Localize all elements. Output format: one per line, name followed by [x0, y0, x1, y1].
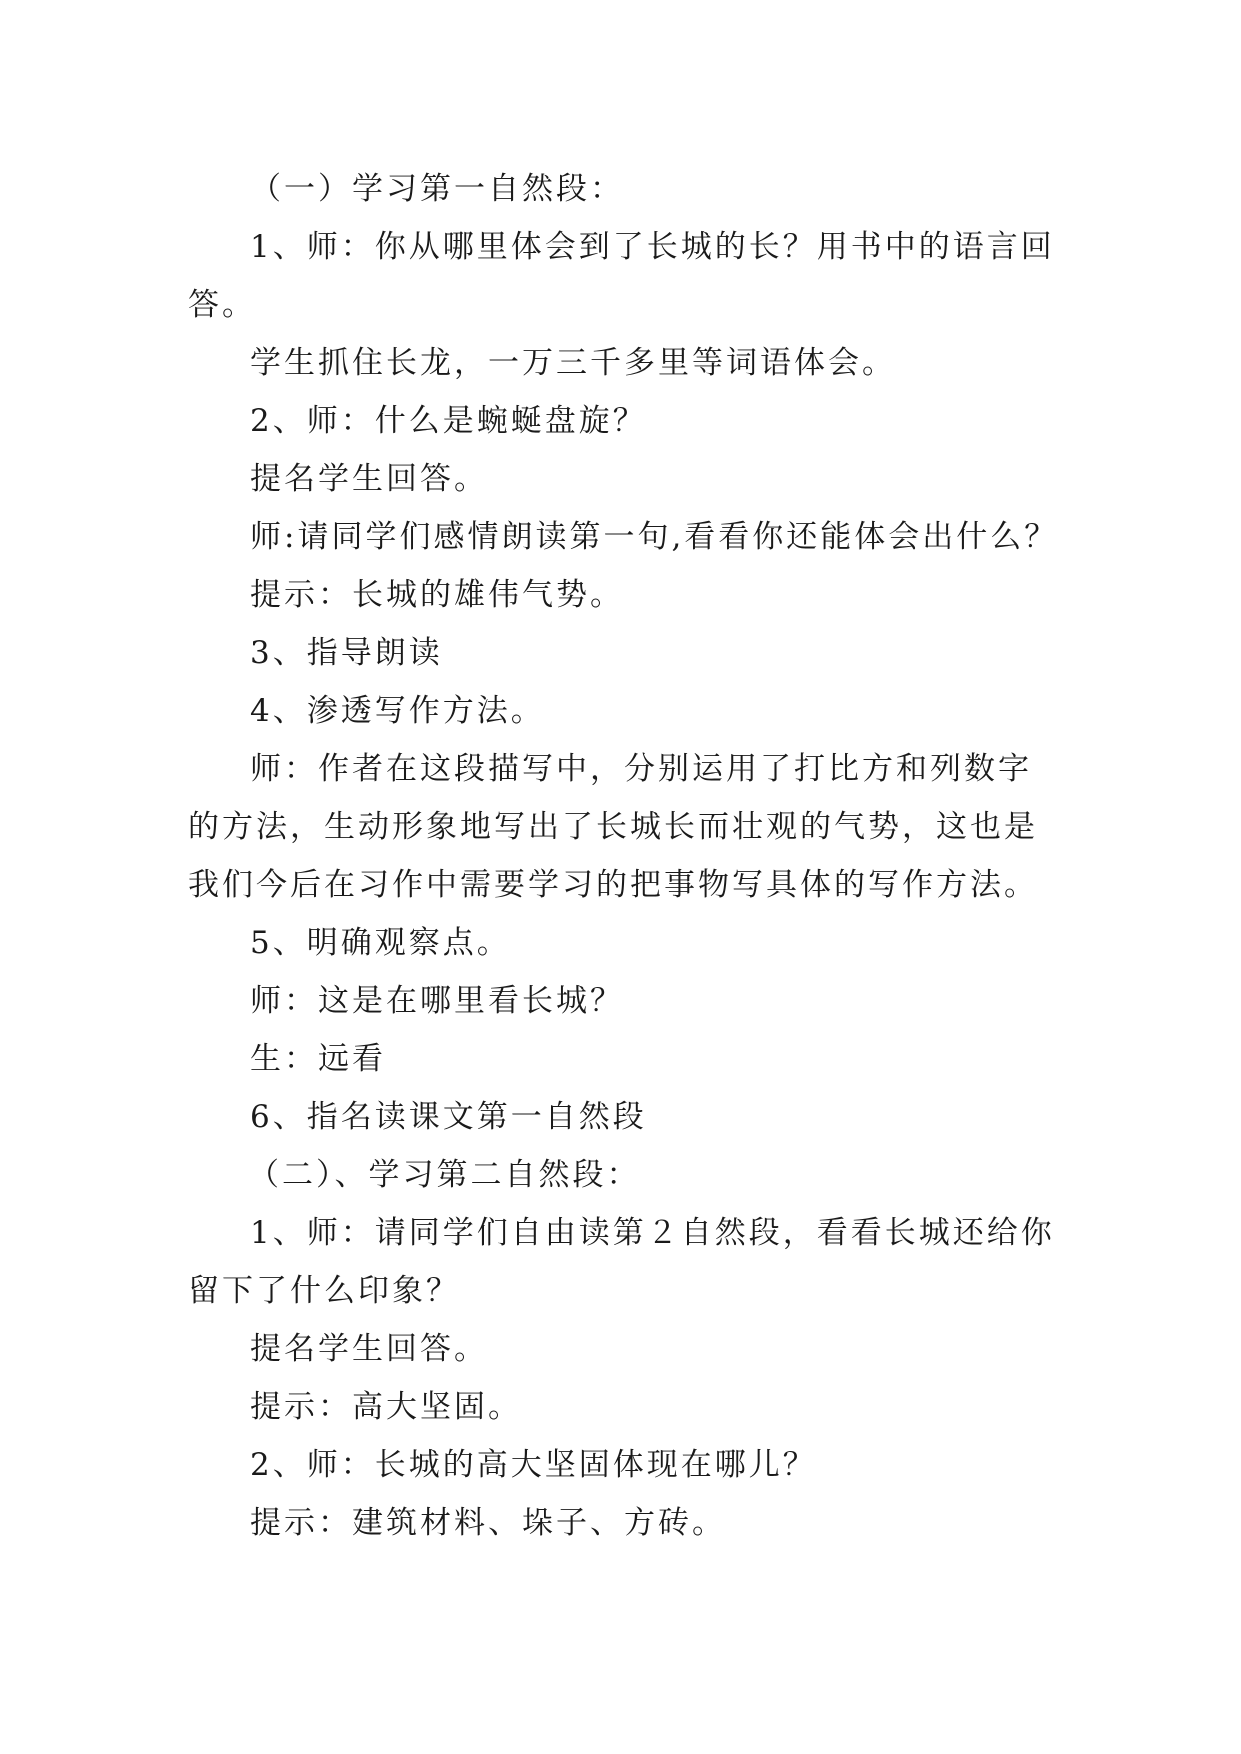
paragraph: 师:请同学们感情朗读第一句,看看你还能体会出什么？ — [250, 519, 1059, 555]
paragraph: 4、渗透写作方法。 — [250, 693, 545, 729]
document-body — [188, 160, 1060, 1552]
paragraph: 1、师：你从哪里体会到了长城的长？用书中的语言回答。 — [188, 229, 1055, 323]
section-heading-2: （二）、学习第二自然段： — [248, 1157, 641, 1193]
paragraph: 生：远看 — [250, 1041, 386, 1077]
paragraph: 提示：建筑材料、垛子、方砖。 — [250, 1505, 726, 1541]
paragraph: 学生抓住长龙，一万三千多里等词语体会。 — [250, 345, 896, 381]
paragraph: 提名学生回答。 — [250, 1331, 488, 1367]
paragraph: 2、师：什么是蜿蜒盘旋？ — [250, 403, 647, 439]
paragraph: 2、师：长城的高大坚固体现在哪儿？ — [250, 1447, 817, 1483]
paragraph: 师：这是在哪里看长城？ — [250, 983, 624, 1019]
paragraph: 提名学生回答。 — [250, 461, 488, 497]
paragraph: 师：作者在这段描写中，分别运用了打比方和列数字的方法，生动形象地写出了长城长而壮观的气势，这也是我们今后在习作中需要学习的把事物写具体的写作方法。 — [188, 751, 1038, 903]
paragraph: 5、明确观察点。 — [250, 925, 511, 961]
paragraph: 提示：长城的雄伟气势。 — [250, 577, 624, 613]
paragraph: 1、师：请同学们自由读第２自然段，看看长城还给你留下了什么印象？ — [188, 1215, 1055, 1309]
section-heading-1: （一）学习第一自然段： — [250, 171, 624, 207]
paragraph: 3、指导朗读 — [250, 635, 443, 671]
paragraph: 6、指名读课文第一自然段 — [250, 1099, 647, 1135]
paragraph: 提示：高大坚固。 — [250, 1389, 522, 1425]
